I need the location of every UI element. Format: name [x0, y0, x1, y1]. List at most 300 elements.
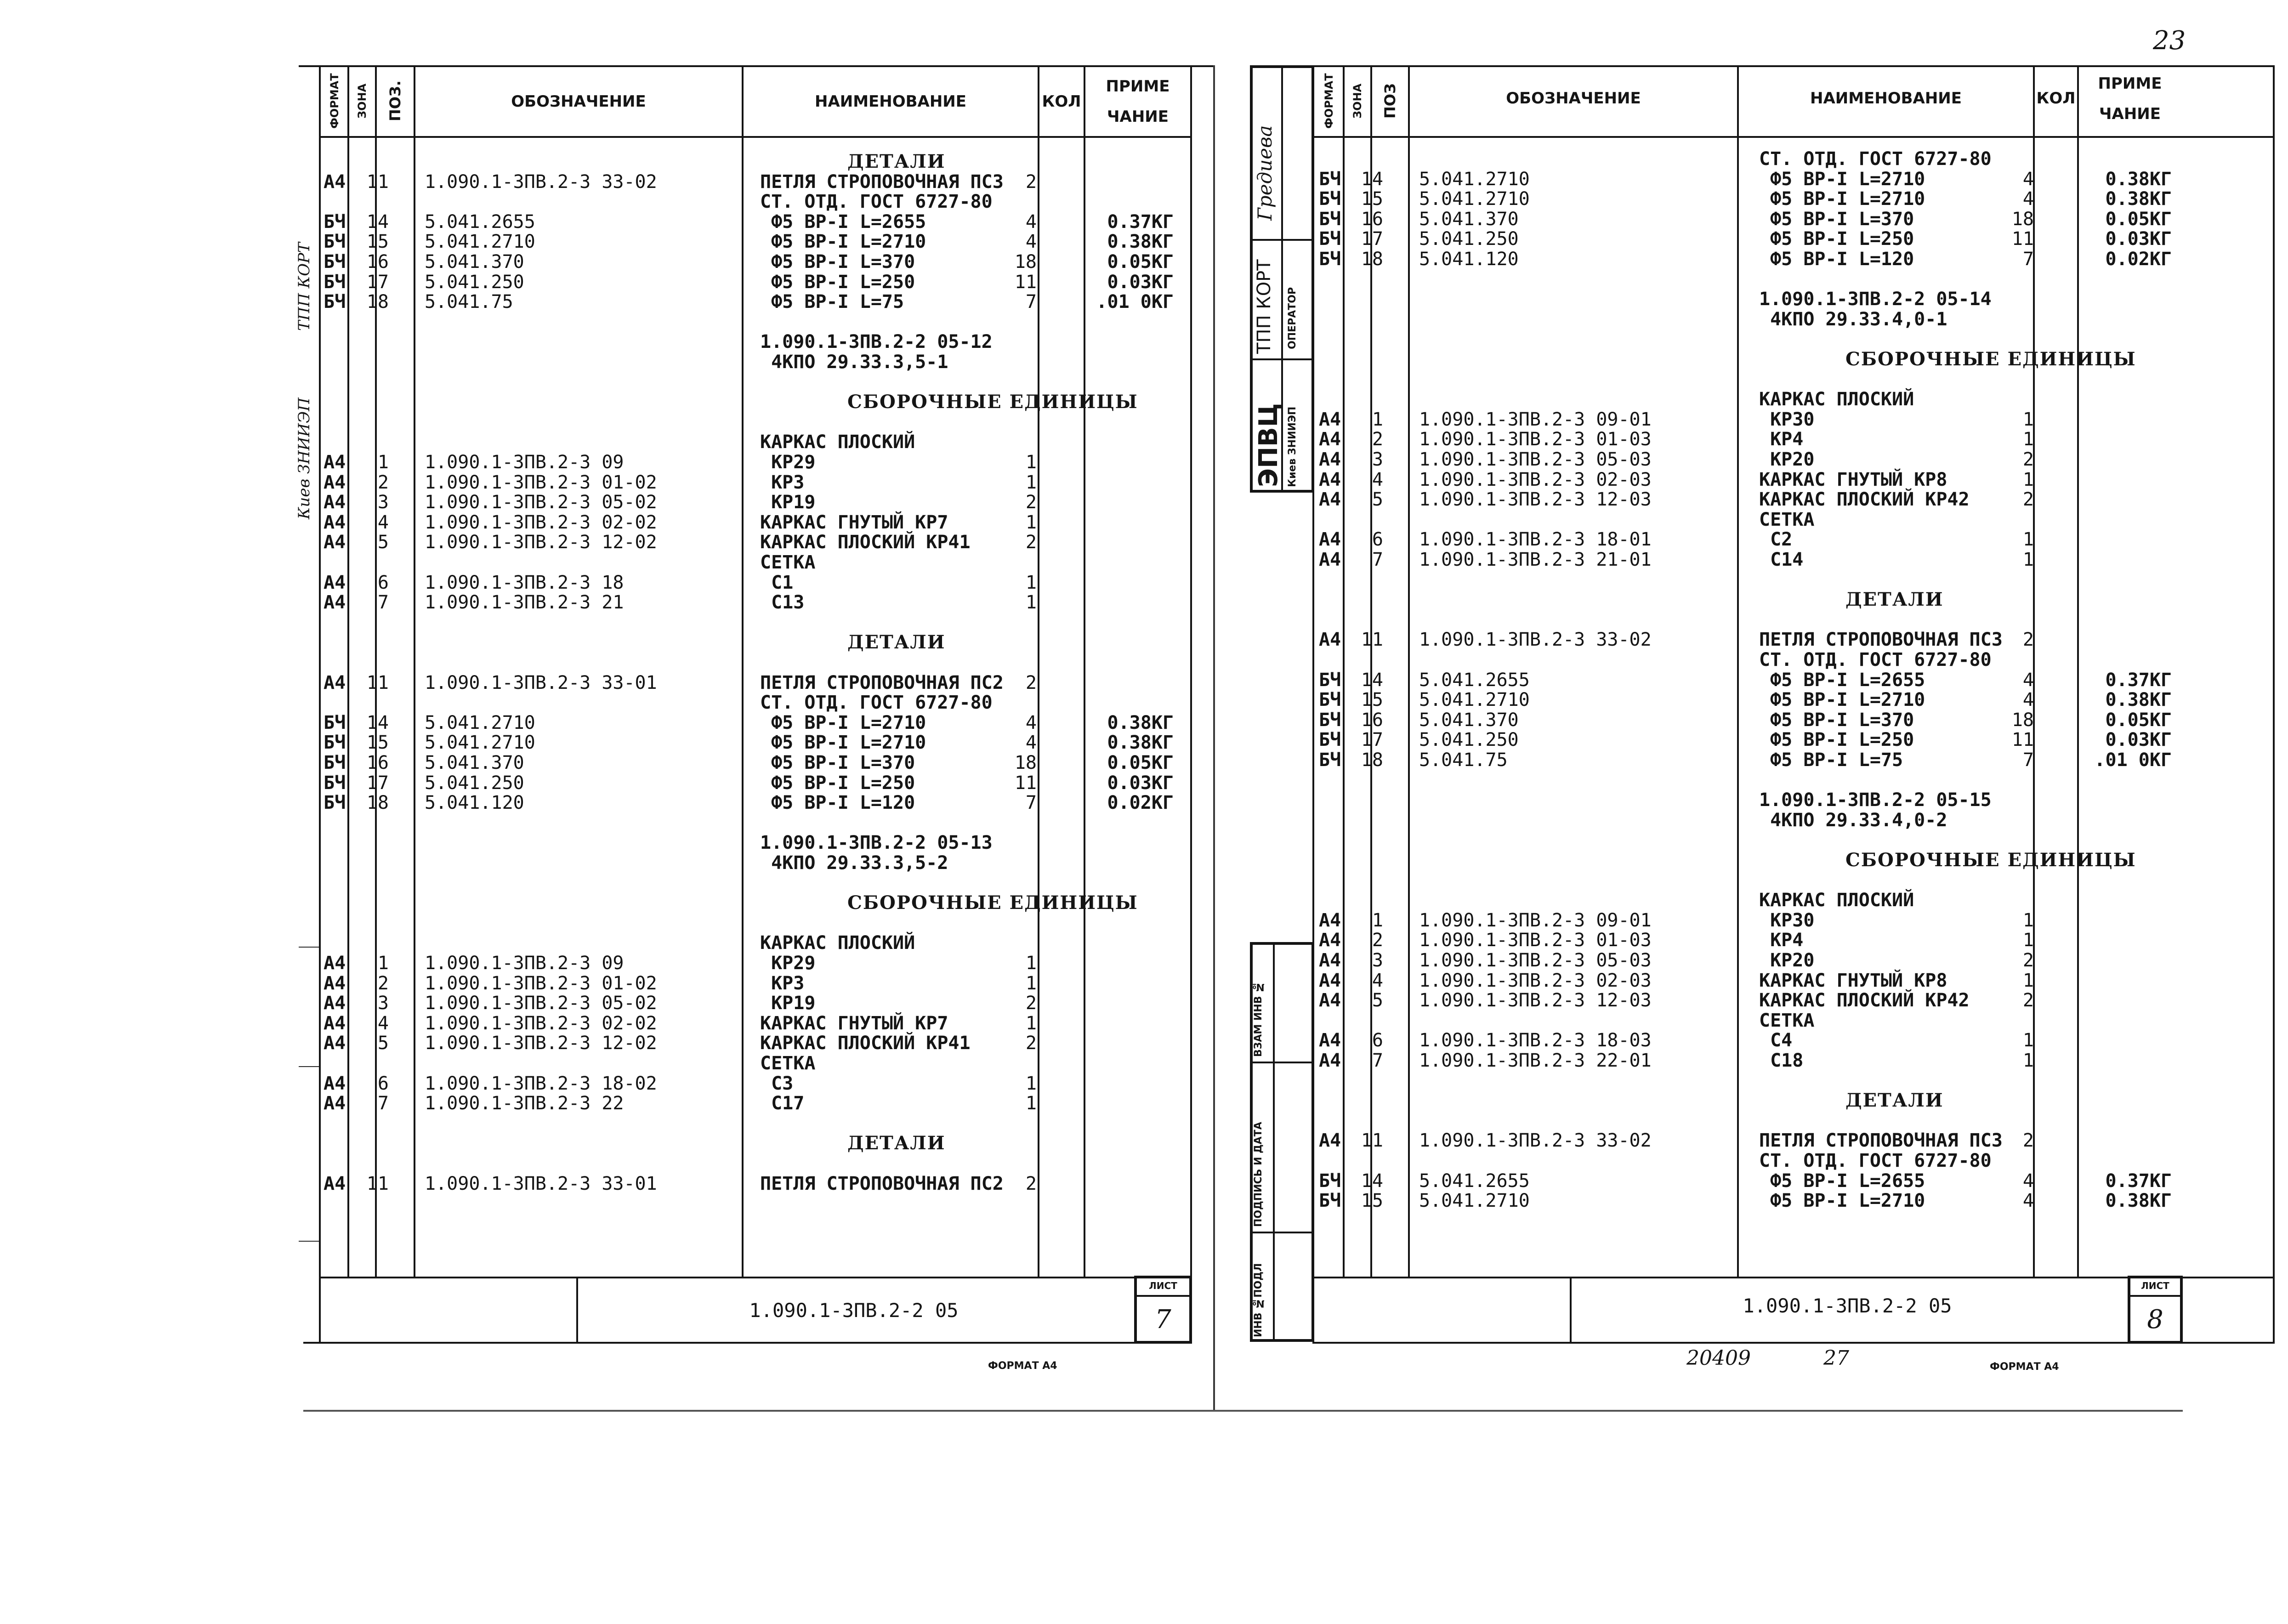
table-row	[319, 1174, 1192, 1194]
format-cell: А4	[324, 1073, 346, 1094]
table-row	[319, 993, 1192, 1013]
inventory-row-1	[1250, 1062, 1314, 1063]
position-cell: 18	[366, 291, 389, 313]
format-cell: БЧ	[1319, 1190, 1341, 1212]
table-row	[1312, 610, 2275, 630]
format-cell: А4	[324, 972, 346, 994]
designation-cell: 1.090.1-3ПВ.2-3 12-03	[1419, 990, 1652, 1011]
designation-cell: 5.041.2655	[1419, 669, 1530, 691]
table-row	[319, 973, 1192, 994]
position-cell: 4	[377, 1012, 389, 1034]
table-row	[319, 673, 1192, 693]
name-cell: ДЕТАЛИ	[847, 631, 946, 653]
name-cell: 4КПО 29.33.4,0-1	[1759, 308, 1947, 330]
table-row	[319, 573, 1192, 593]
name-cell: СТ. ОТД. ГОСТ 6727-80	[1759, 1150, 1992, 1171]
designation-cell: 1.090.1-3ПВ.2-3 33-01	[425, 672, 657, 693]
name-cell: СЕТКА	[1759, 509, 1815, 530]
designation-cell: 5.041.120	[425, 792, 524, 814]
inventory-orig-label: ИНВ №ПОДЛ	[1253, 1263, 1264, 1337]
qty-cell: 11	[1014, 772, 1037, 794]
designation-cell: 1.090.1-3ПВ.2-3 05-03	[1419, 449, 1652, 470]
qty-cell: 18	[1014, 251, 1037, 273]
position-cell: 11	[366, 1173, 389, 1194]
position-cell: 17	[366, 271, 389, 293]
table-row	[319, 793, 1192, 813]
designation-cell: 1.090.1-3ПВ.2-3 18-03	[1419, 1030, 1652, 1051]
table-row	[1312, 790, 2275, 810]
name-cell: ДЕТАЛИ	[847, 1132, 946, 1154]
position-cell: 16	[1361, 208, 1383, 230]
name-cell: СТ. ОТД. ГОСТ 6727-80	[760, 692, 993, 714]
name-cell: СТ. ОТД. ГОСТ 6727-80	[1759, 148, 1992, 170]
format-cell: БЧ	[324, 712, 346, 733]
position-cell: 14	[1361, 669, 1383, 691]
position-cell: 2	[1372, 930, 1383, 951]
designation-cell: 5.041.250	[1419, 228, 1519, 250]
position-cell: 17	[1361, 228, 1383, 250]
designation-cell: 1.090.1-3ПВ.2-3 09-01	[1419, 909, 1652, 931]
position-cell: 14	[1361, 1170, 1383, 1192]
table-row	[1312, 369, 2275, 390]
note-cell: 0.05КГ	[1107, 752, 1174, 773]
qty-cell: 7	[1025, 792, 1037, 814]
position-cell: 3	[1372, 950, 1383, 971]
position-cell: 5	[377, 1033, 389, 1054]
note-cell: 0.38КГ	[2105, 689, 2172, 711]
table-row	[1312, 650, 2275, 670]
name-cell: Ф5 ВР-I L=250	[760, 772, 915, 794]
qty-cell: 1	[1025, 1012, 1037, 1034]
position-cell: 11	[366, 171, 389, 193]
qty-cell: 4	[1025, 211, 1037, 233]
position-cell: 18	[1361, 750, 1383, 771]
left-margin-tick-2	[299, 1066, 319, 1067]
qty-cell: 1	[1025, 511, 1037, 533]
table-row	[319, 873, 1192, 893]
table-row	[1312, 830, 2275, 850]
qty-cell: 2	[2022, 990, 2034, 1011]
format-cell: А4	[1319, 1030, 1341, 1051]
table-row	[1312, 850, 2275, 870]
table-row	[319, 933, 1192, 953]
format-cell: БЧ	[1319, 729, 1341, 751]
note-cell: 0.05КГ	[2105, 709, 2172, 731]
position-cell: 14	[366, 211, 389, 233]
table-row	[1312, 930, 2275, 950]
format-cell: БЧ	[1319, 249, 1341, 270]
qty-cell: 2	[1025, 672, 1037, 693]
name-cell: КР19	[760, 993, 816, 1014]
table-row	[1312, 971, 2275, 991]
qty-cell: 1	[2022, 429, 2034, 450]
name-cell: Ф5 ВР-I L=2710	[1759, 1190, 1925, 1212]
table-row	[1312, 1130, 2275, 1151]
table-row	[319, 1033, 1192, 1053]
table-row	[1312, 269, 2275, 290]
left-spec-table	[319, 152, 1192, 1278]
table-row	[1312, 429, 2275, 449]
left-hdr-zone: ЗОНА	[356, 83, 369, 119]
note-cell: 0.38КГ	[2105, 188, 2172, 210]
name-cell: СБОРОЧНЫЕ ЕДИНИЦЫ	[1845, 348, 2136, 370]
designation-cell: 5.041.370	[425, 251, 524, 273]
table-row	[1312, 489, 2275, 510]
designation-cell: 1.090.1-3ПВ.2-3 02-03	[1419, 970, 1652, 991]
format-cell: БЧ	[324, 251, 346, 273]
qty-cell: 1	[1025, 1073, 1037, 1094]
left-hdr-pos: ПОЗ.	[386, 80, 404, 122]
qty-cell: 1	[2022, 469, 2034, 490]
qty-cell: 1	[2022, 970, 2034, 991]
inventory-divider	[1273, 942, 1275, 1342]
name-cell: КР3	[760, 471, 805, 493]
table-row	[319, 813, 1192, 833]
table-row	[1312, 550, 2275, 570]
right-hdr-designation: ОБОЗНАЧЕНИЕ	[1506, 89, 1641, 108]
table-row	[319, 1093, 1192, 1113]
designation-cell: 1.090.1-3ПВ.2-3 02-03	[1419, 469, 1652, 490]
qty-cell: 1	[1025, 471, 1037, 493]
qty-cell: 2	[1025, 532, 1037, 553]
designation-cell: 5.041.370	[1419, 709, 1519, 731]
table-row	[1312, 470, 2275, 490]
format-cell: А4	[1319, 950, 1341, 971]
table-row	[1312, 570, 2275, 590]
left-hdr-note-1: ПРИМЕ	[1106, 77, 1170, 96]
format-cell: БЧ	[324, 792, 346, 814]
qty-cell: 1	[1025, 972, 1037, 994]
name-cell: Ф5 ВР-I L=75	[760, 291, 904, 313]
name-cell: С2	[1759, 529, 1793, 551]
table-row	[319, 1113, 1192, 1134]
designation-cell: 5.041.2710	[425, 732, 535, 754]
table-row	[1312, 1071, 2275, 1091]
format-cell: А4	[1319, 409, 1341, 430]
table-row	[319, 472, 1192, 493]
position-cell: 6	[1372, 1030, 1383, 1051]
right-hdr-format: ФОРМАТ	[1323, 73, 1335, 129]
name-cell: С13	[760, 592, 805, 613]
table-row	[319, 532, 1192, 552]
qty-cell: 1	[1025, 1093, 1037, 1114]
stamp-dept: ТПП КОРТ	[1254, 259, 1275, 354]
format-cell: А4	[324, 511, 346, 533]
left-hdr-qty: КОЛ	[1042, 92, 1081, 111]
table-row	[319, 1013, 1192, 1033]
designation-cell: 1.090.1-3ПВ.2-3 01-02	[425, 972, 657, 994]
table-row	[319, 172, 1192, 192]
format-cell: БЧ	[1319, 208, 1341, 230]
note-cell: 0.38КГ	[1107, 732, 1174, 754]
designation-cell: 1.090.1-3ПВ.2-3 33-02	[425, 171, 657, 193]
name-cell: Ф5 ВР-I L=2710	[760, 231, 926, 253]
format-cell: А4	[324, 171, 346, 193]
table-row	[1312, 670, 2275, 690]
qty-cell: 1	[2022, 909, 2034, 931]
position-cell: 15	[1361, 188, 1383, 210]
stamp-title: ЭПВЦ	[1254, 403, 1283, 487]
format-cell: БЧ	[1319, 689, 1341, 711]
name-cell: Ф5 ВР-I L=250	[1759, 729, 1914, 751]
name-cell: СТ. ОТД. ГОСТ 6727-80	[760, 191, 993, 213]
name-cell: 1.090.1-3ПВ.2-2 05-12	[760, 331, 993, 353]
table-row	[1312, 309, 2275, 329]
name-cell: КР30	[1759, 909, 1815, 931]
position-cell: 6	[377, 572, 389, 593]
table-row	[319, 512, 1192, 533]
qty-cell: 4	[2022, 669, 2034, 691]
table-row	[319, 733, 1192, 753]
qty-cell: 1	[1025, 953, 1037, 974]
format-cell: А4	[1319, 629, 1341, 651]
note-cell: 0.03КГ	[1107, 772, 1174, 794]
format-cell: А4	[324, 1033, 346, 1054]
designation-cell: 1.090.1-3ПВ.2-3 09	[425, 953, 624, 974]
table-row	[1312, 870, 2275, 891]
note-cell: 0.02КГ	[2105, 249, 2172, 270]
note-cell: .01 0КГ	[1096, 291, 1174, 313]
table-row	[319, 713, 1192, 733]
format-cell: А4	[1319, 970, 1341, 991]
table-row	[1312, 810, 2275, 830]
table-row	[1312, 910, 2275, 931]
table-row	[1312, 1151, 2275, 1171]
table-row	[319, 1133, 1192, 1153]
position-cell: 16	[1361, 709, 1383, 731]
position-cell: 7	[1372, 1050, 1383, 1071]
table-row	[319, 833, 1192, 853]
designation-cell: 1.090.1-3ПВ.2-3 02-02	[425, 511, 657, 533]
name-cell: 4КПО 29.33.3,5-2	[760, 852, 948, 874]
right-format-footer: ФОРМАТ А4	[1990, 1361, 2059, 1373]
table-row	[1312, 249, 2275, 269]
table-row	[319, 632, 1192, 653]
qty-cell: 1	[2022, 409, 2034, 430]
name-cell: 4КПО 29.33.3,5-1	[760, 352, 948, 373]
table-row	[319, 1053, 1192, 1073]
name-cell: Ф5 ВР-I L=2655	[1759, 669, 1925, 691]
table-row	[1312, 229, 2275, 249]
table-row	[1312, 990, 2275, 1011]
format-cell: А4	[1319, 930, 1341, 951]
name-cell: 1.090.1-3ПВ.2-2 05-14	[1759, 289, 1992, 310]
name-cell: Ф5 ВР-I L=370	[1759, 709, 1914, 731]
table-row	[319, 913, 1192, 933]
qty-cell: 4	[2022, 168, 2034, 190]
format-cell: БЧ	[1319, 750, 1341, 771]
left-list-number: 7	[1155, 1304, 1171, 1334]
format-cell: А4	[324, 953, 346, 974]
table-row	[319, 392, 1192, 412]
table-row	[1312, 730, 2275, 750]
qty-cell: 1	[1025, 592, 1037, 613]
qty-cell: 4	[2022, 188, 2034, 210]
table-row	[1312, 750, 2275, 770]
designation-cell: 5.041.120	[1419, 249, 1519, 270]
qty-cell: 2	[2022, 950, 2034, 971]
table-row	[1312, 1030, 2275, 1050]
table-row	[319, 212, 1192, 232]
position-cell: 3	[377, 993, 389, 1014]
designation-cell: 1.090.1-3ПВ.2-3 05-02	[425, 993, 657, 1014]
designation-cell: 1.090.1-3ПВ.2-3 18-01	[1419, 529, 1652, 551]
position-cell: 3	[377, 492, 389, 513]
format-cell: А4	[324, 592, 346, 613]
format-cell: БЧ	[1319, 228, 1341, 250]
position-cell: 6	[1372, 529, 1383, 551]
table-row	[1312, 449, 2275, 470]
table-row	[319, 252, 1192, 272]
name-cell: СБОРОЧНЫЕ ЕДИНИЦЫ	[847, 391, 1138, 413]
position-cell: 15	[1361, 689, 1383, 711]
designation-cell: 1.090.1-3ПВ.2-3 12-02	[425, 1033, 657, 1054]
format-cell: А4	[1319, 529, 1341, 551]
position-cell: 11	[1361, 1130, 1383, 1152]
note-cell: 0.02КГ	[1107, 792, 1174, 814]
table-row	[1312, 590, 2275, 610]
position-cell: 7	[377, 592, 389, 613]
table-row	[1312, 1090, 2275, 1111]
name-cell: КР4	[1759, 429, 1804, 450]
left-hdr-designation: ОБОЗНАЧЕНИЕ	[511, 92, 646, 111]
qty-cell: 4	[2022, 1170, 2034, 1192]
right-hdr-name: НАИМЕНОВАНИЕ	[1810, 89, 1962, 108]
position-cell: 16	[366, 251, 389, 273]
name-cell: ПЕТЛЯ СТРОПОВОЧНАЯ ПС2	[760, 1173, 1004, 1194]
table-row	[319, 312, 1192, 332]
table-row	[1312, 1011, 2275, 1031]
right-spec-table	[1312, 149, 2275, 1278]
left-hdr-name: НАИМЕНОВАНИЕ	[814, 92, 966, 111]
left-margin-tick-1	[299, 947, 319, 948]
table-row	[319, 552, 1192, 573]
table-row	[319, 893, 1192, 913]
position-cell: 18	[366, 792, 389, 814]
qty-cell: 7	[2022, 750, 2034, 771]
right-hdr-pos: ПОЗ	[1381, 83, 1399, 119]
format-cell: А4	[324, 993, 346, 1014]
format-cell: БЧ	[324, 732, 346, 754]
qty-cell: 4	[1025, 231, 1037, 253]
format-cell: А4	[1319, 549, 1341, 570]
name-cell: Ф5 ВР-I L=2655	[1759, 1170, 1925, 1192]
table-row	[319, 332, 1192, 352]
position-cell: 15	[366, 231, 389, 253]
designation-cell: 5.041.250	[1419, 729, 1519, 751]
designation-cell: 1.090.1-3ПВ.2-3 21-01	[1419, 549, 1652, 570]
name-cell: КАРКАС ГНУТЫЙ КР8	[1759, 970, 1947, 991]
name-cell: Ф5 ВР-I L=120	[1759, 249, 1914, 270]
right-list-label: ЛИСТ	[2141, 1280, 2169, 1291]
format-cell: БЧ	[324, 231, 346, 253]
qty-cell: 1	[1025, 572, 1037, 593]
position-cell: 2	[1372, 429, 1383, 450]
note-cell: 0.38КГ	[2105, 1190, 2172, 1212]
table-row	[319, 352, 1192, 372]
table-row	[1312, 329, 2275, 349]
note-cell: 0.37КГ	[2105, 669, 2172, 691]
name-cell: Ф5 ВР-I L=250	[1759, 228, 1914, 250]
name-cell: СЕТКА	[760, 1053, 816, 1074]
table-row	[319, 232, 1192, 252]
qty-cell: 1	[2022, 529, 2034, 551]
name-cell: ДЕТАЛИ	[1845, 589, 1944, 611]
format-cell: А4	[1319, 990, 1341, 1011]
qty-cell: 2	[1025, 1033, 1037, 1054]
table-row	[1312, 710, 2275, 730]
table-row	[319, 292, 1192, 312]
left-hdr-note-2: ЧАНИЕ	[1107, 108, 1169, 126]
designation-cell: 5.041.250	[425, 271, 524, 293]
qty-cell: 1	[2022, 1050, 2034, 1071]
position-cell: 1	[1372, 409, 1383, 430]
note-cell: 0.37КГ	[2105, 1170, 2172, 1192]
stamp-row-2	[1250, 358, 1314, 360]
right-hdr-note-1: ПРИМЕ	[2098, 74, 2162, 93]
designation-cell: 1.090.1-3ПВ.2-3 12-03	[1419, 489, 1652, 511]
position-cell: 17	[1361, 729, 1383, 751]
table-row	[1312, 149, 2275, 169]
name-cell: Ф5 ВР-I L=250	[760, 271, 915, 293]
name-cell: КАРКАС ПЛОСКИЙ КР41	[760, 1033, 971, 1054]
table-row	[1312, 209, 2275, 229]
format-cell: А4	[1319, 449, 1341, 470]
table-row	[1312, 770, 2275, 790]
qty-cell: 2	[1025, 492, 1037, 513]
right-header-bottom	[1312, 136, 2275, 138]
name-cell: СЕТКА	[760, 552, 816, 573]
designation-cell: 5.041.370	[1419, 208, 1519, 230]
table-row	[319, 953, 1192, 973]
position-cell: 15	[1361, 1190, 1383, 1212]
designation-cell: 1.090.1-3ПВ.2-3 33-02	[1419, 629, 1652, 651]
designation-cell: 5.041.2710	[1419, 689, 1530, 711]
name-cell: 4КПО 29.33.4,0-2	[1759, 809, 1947, 831]
designation-cell: 1.090.1-3ПВ.2-3 33-01	[425, 1173, 657, 1194]
position-cell: 2	[377, 471, 389, 493]
position-cell: 5	[1372, 489, 1383, 511]
table-row	[1312, 189, 2275, 209]
table-row	[319, 753, 1192, 773]
position-cell: 15	[366, 732, 389, 754]
designation-cell: 5.041.2710	[1419, 1190, 1530, 1212]
table-row	[319, 452, 1192, 472]
table-row	[1312, 349, 2275, 369]
format-cell: БЧ	[324, 752, 346, 773]
format-cell: А4	[324, 672, 346, 693]
name-cell: СТ. ОТД. ГОСТ 6727-80	[1759, 649, 1992, 670]
format-cell: А4	[1319, 1050, 1341, 1071]
table-row	[319, 152, 1192, 172]
name-cell: КАРКАС ПЛОСКИЙ КР42	[1759, 990, 1970, 1011]
table-row	[1312, 890, 2275, 910]
qty-cell: 1	[2022, 1030, 2034, 1051]
position-cell: 11	[366, 672, 389, 693]
qty-cell: 4	[2022, 1190, 2034, 1212]
name-cell: КР4	[1759, 930, 1804, 951]
table-row	[319, 492, 1192, 512]
note-cell: 0.38КГ	[2105, 168, 2172, 190]
format-cell: БЧ	[324, 271, 346, 293]
position-cell: 4	[1372, 469, 1383, 490]
qty-cell: 18	[2011, 208, 2034, 230]
table-row	[1312, 510, 2275, 530]
name-cell: Ф5 ВР-I L=370	[1759, 208, 1914, 230]
format-cell: БЧ	[1319, 1170, 1341, 1192]
designation-cell: 1.090.1-3ПВ.2-3 33-02	[1419, 1130, 1652, 1152]
name-cell: КАРКАС ПЛОСКИЙ	[1759, 890, 1914, 911]
